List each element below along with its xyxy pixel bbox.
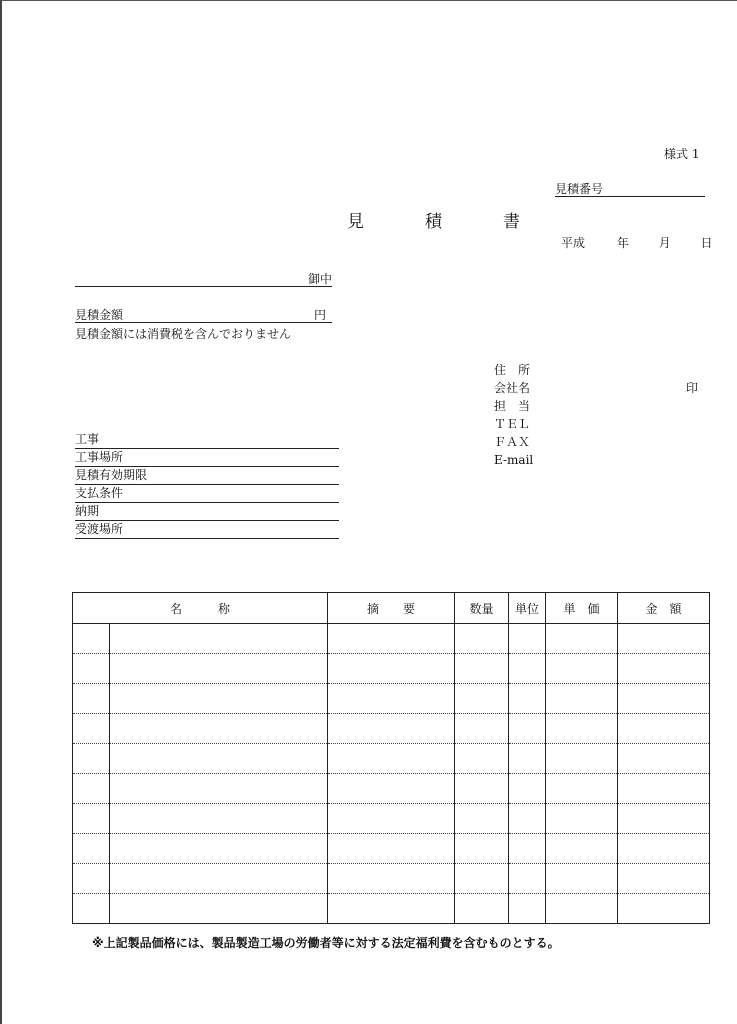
date-day: 日 xyxy=(700,236,713,250)
quantity-cell[interactable] xyxy=(455,714,509,744)
table-row xyxy=(73,834,710,864)
summary-cell[interactable] xyxy=(328,744,455,774)
table-row xyxy=(73,744,710,774)
unit-cell[interactable] xyxy=(509,864,546,894)
amount-cell[interactable] xyxy=(618,624,710,654)
header-unit: 単位 xyxy=(509,593,546,624)
amount-cell[interactable] xyxy=(618,894,710,924)
row-number-cell[interactable] xyxy=(73,894,110,924)
quantity-cell[interactable] xyxy=(455,864,509,894)
item-name-cell[interactable] xyxy=(110,894,328,924)
unit-price-cell[interactable] xyxy=(546,834,618,864)
item-name-cell[interactable] xyxy=(110,714,328,744)
unit-price-cell[interactable] xyxy=(546,864,618,894)
unit-cell[interactable] xyxy=(509,654,546,684)
issuer-email-label: E-mail xyxy=(494,453,534,467)
header-unit-price: 単 価 xyxy=(546,593,618,624)
quantity-cell[interactable] xyxy=(455,744,509,774)
table-row xyxy=(73,714,710,744)
unit-price-cell[interactable] xyxy=(546,654,618,684)
tax-note: 見積金額には消費税を含んでおりません xyxy=(75,327,292,341)
table-row xyxy=(73,774,710,804)
unit-price-cell[interactable] xyxy=(546,714,618,744)
unit-price-cell[interactable] xyxy=(546,804,618,834)
condition-delivery-date[interactable]: 納期 xyxy=(75,503,339,521)
table-row xyxy=(73,684,710,714)
row-number-cell[interactable] xyxy=(73,684,110,714)
row-number-cell[interactable] xyxy=(73,744,110,774)
item-name-cell[interactable] xyxy=(110,684,328,714)
row-number-cell[interactable] xyxy=(73,804,110,834)
header-summary: 摘 要 xyxy=(328,593,455,624)
issuer-company-label: 会社名 xyxy=(494,381,531,395)
item-name-cell[interactable] xyxy=(110,804,328,834)
form-number-label: 様式 1 xyxy=(664,147,700,161)
table-row xyxy=(73,624,710,654)
quantity-cell[interactable] xyxy=(455,894,509,924)
estimate-amount-unit: 円 xyxy=(313,308,326,322)
item-name-cell[interactable] xyxy=(110,834,328,864)
footnote: ※上記製品価格には、製品製造工場の労働者等に対する法定福利費を含むものとする。 xyxy=(92,936,560,950)
row-number-cell[interactable] xyxy=(73,624,110,654)
condition-site[interactable]: 工事場所 xyxy=(75,449,339,467)
amount-cell[interactable] xyxy=(618,654,710,684)
unit-price-cell[interactable] xyxy=(546,894,618,924)
seal-label: 印 xyxy=(686,381,699,395)
summary-cell[interactable] xyxy=(328,684,455,714)
quantity-cell[interactable] xyxy=(455,654,509,684)
summary-cell[interactable] xyxy=(328,894,455,924)
row-number-cell[interactable] xyxy=(73,834,110,864)
table-row xyxy=(73,804,710,834)
issuer-person-label: 担 当 xyxy=(494,399,531,413)
amount-cell[interactable] xyxy=(618,744,710,774)
table-row xyxy=(73,654,710,684)
issuer-tel-label: ＴＥＬ xyxy=(494,417,531,431)
date-month: 月 xyxy=(658,236,671,250)
amount-cell[interactable] xyxy=(618,714,710,744)
quantity-cell[interactable] xyxy=(455,834,509,864)
recipient-suffix: 御中 xyxy=(307,272,332,286)
item-name-cell[interactable] xyxy=(110,864,328,894)
summary-cell[interactable] xyxy=(328,864,455,894)
row-number-cell[interactable] xyxy=(73,714,110,744)
unit-cell[interactable] xyxy=(509,624,546,654)
quantity-cell[interactable] xyxy=(455,624,509,654)
item-name-cell[interactable] xyxy=(110,624,328,654)
estimate-amount-field[interactable] xyxy=(75,308,332,323)
date-year: 年 xyxy=(616,236,629,250)
header-amount: 金 額 xyxy=(618,593,710,624)
document-title: 見 積 書 xyxy=(347,212,542,232)
line-items-table xyxy=(72,592,710,924)
summary-cell[interactable] xyxy=(328,774,455,804)
unit-price-cell[interactable] xyxy=(546,744,618,774)
estimate-number-field[interactable] xyxy=(555,182,705,197)
unit-price-cell[interactable] xyxy=(546,684,618,714)
issue-date xyxy=(561,236,713,250)
estimate-number-label: 見積番号 xyxy=(555,182,604,196)
unit-cell[interactable] xyxy=(509,744,546,774)
summary-cell[interactable] xyxy=(328,654,455,684)
unit-price-cell[interactable] xyxy=(546,774,618,804)
quantity-cell[interactable] xyxy=(455,684,509,714)
condition-payment[interactable]: 支払条件 xyxy=(75,485,339,503)
date-era: 平成 xyxy=(561,236,586,250)
header-name: 名 称 xyxy=(73,593,328,624)
unit-cell[interactable] xyxy=(509,834,546,864)
table-row xyxy=(73,864,710,894)
unit-cell[interactable] xyxy=(509,684,546,714)
condition-delivery-place[interactable]: 受渡場所 xyxy=(75,521,339,539)
amount-cell[interactable] xyxy=(618,804,710,834)
summary-cell[interactable] xyxy=(328,834,455,864)
summary-cell[interactable] xyxy=(328,714,455,744)
unit-cell[interactable] xyxy=(509,804,546,834)
amount-cell[interactable] xyxy=(618,864,710,894)
item-name-cell[interactable] xyxy=(110,774,328,804)
row-number-cell[interactable] xyxy=(73,864,110,894)
condition-construction[interactable]: 工事 xyxy=(75,431,339,449)
amount-cell[interactable] xyxy=(618,684,710,714)
issuer-address-label: 住 所 xyxy=(494,363,531,377)
condition-validity[interactable]: 見積有効期限 xyxy=(75,467,339,485)
unit-price-cell[interactable] xyxy=(546,624,618,654)
amount-cell[interactable] xyxy=(618,774,710,804)
unit-cell[interactable] xyxy=(509,774,546,804)
recipient-field[interactable] xyxy=(75,272,332,287)
issuer-fax-label: ＦＡＸ xyxy=(494,435,531,449)
header-quantity: 数量 xyxy=(455,593,509,624)
item-name-cell[interactable] xyxy=(110,744,328,774)
unit-cell[interactable] xyxy=(509,714,546,744)
table-header-row xyxy=(73,593,710,624)
quantity-cell[interactable] xyxy=(455,804,509,834)
estimate-amount-label: 見積金額 xyxy=(75,308,124,322)
row-number-cell[interactable] xyxy=(73,654,110,684)
item-name-cell[interactable] xyxy=(110,654,328,684)
quantity-cell[interactable] xyxy=(455,774,509,804)
table-row xyxy=(73,894,710,924)
amount-cell[interactable] xyxy=(618,834,710,864)
unit-cell[interactable] xyxy=(509,894,546,924)
summary-cell[interactable] xyxy=(328,804,455,834)
summary-cell[interactable] xyxy=(328,624,455,654)
row-number-cell[interactable] xyxy=(73,774,110,804)
